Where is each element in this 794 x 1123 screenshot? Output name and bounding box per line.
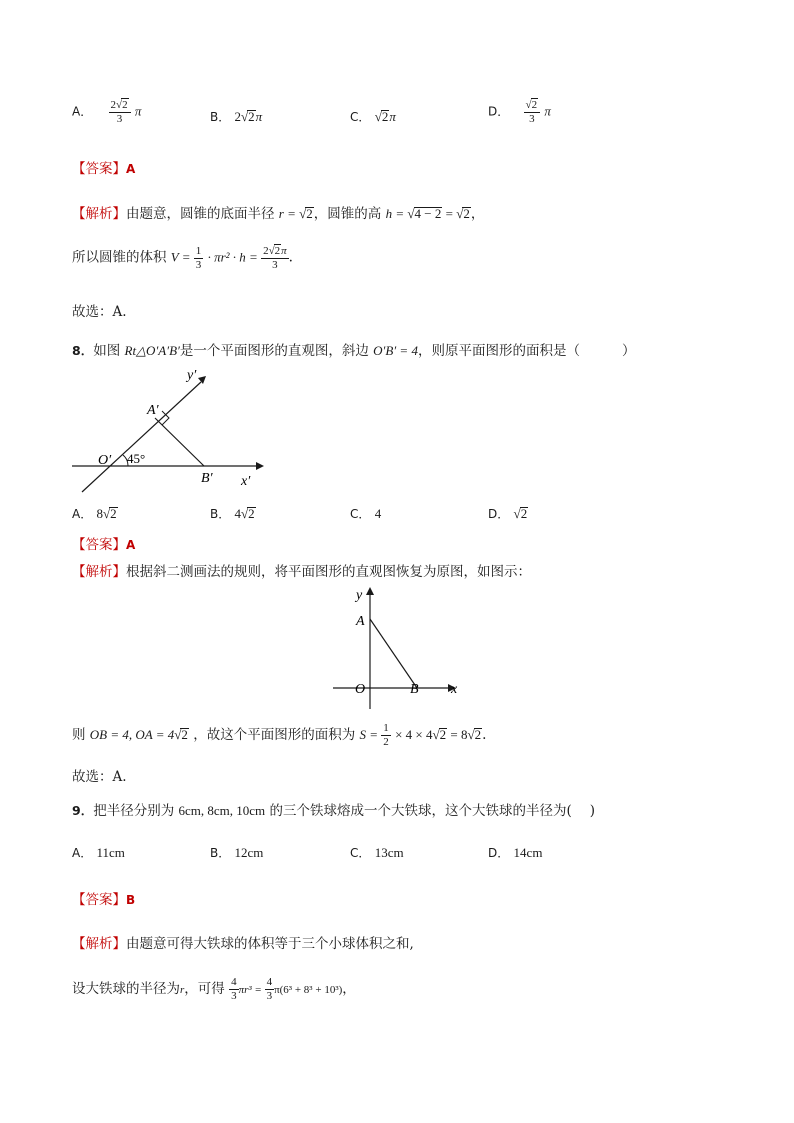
option-letter: C． [350,507,371,521]
q7-option-b: B． 2√2π [210,109,263,124]
q7-analysis-line2: 所以圆锥的体积 V = $\frac{1}{3}$ · πr² · h = $\frac{2√2\pi}{3}$ . [72,244,293,271]
q7-analysis-line1: 【解析】由题意，圆锥的底面半径 r = √2，圆锥的高 h = √4 − 2 = √2， [72,206,485,222]
label-o: O [355,682,366,697]
q7-choose: 故选：A. [72,304,127,320]
q8-choose: 故选：A. [72,769,127,785]
q8-option-a: A． 8√2 [72,506,117,521]
q9-analysis-line2: 设大铁球的半径为r，可得 $\frac{4}{3}$ πr³ = $\frac{4}{3}$ π(6³ + 8³ + 10³)， [72,976,356,1002]
fraction: $\frac{2√2}{3}$ [109,98,131,126]
label-angle: 45° [127,451,146,466]
fraction: $\frac{4}{3}$ [266,976,273,1002]
q8-stem: 8．如图 Rt△O′A′B′是一个平面图形的直观图，斜边 O′B′ = 4，则原平面图形的面积是（ ） [72,343,636,359]
option-letter: A． [72,507,93,521]
q9-option-b: B． 12cm [210,845,264,860]
q7-answer: 【答案】A [72,161,136,177]
y-axis-arrow [198,376,206,384]
option-letter: A． [72,846,93,860]
q9-option-a: A． 11cm [72,845,125,860]
x-axis-arrow [256,462,264,470]
fraction: $\frac{√2}{3}$ [524,98,541,126]
fraction: $\frac{2√2\pi}{3}$ [263,245,287,271]
option-letter: D． [488,846,510,860]
option-letter: D． [488,507,510,521]
label-o-prime: O′ [98,453,112,468]
option-letter: A． [72,104,93,119]
label-a-prime: A′ [147,403,159,418]
q7-option-c: C． √2π [350,109,396,124]
segment-a-b [370,619,417,688]
label-b: B [410,682,419,697]
q9-option-d: D． 14cm [488,845,543,860]
option-letter: B． [210,846,231,860]
label-x: x [451,682,458,697]
q8-conclusion: 则 OB = 4, OA = 4√2 ，故这个平面图形的面积为 S = $\frac{1}{2}$ × 4 × 4√2 = 8√2. [72,722,487,748]
fraction: $\frac{1}{3}$ [195,244,202,271]
label-y-prime: y′ [187,368,197,383]
y-axis-arrow [366,587,374,595]
label-x-prime: x′ [241,474,251,489]
original-figure [330,585,465,710]
q9-option-c: C． 13cm [350,845,404,860]
option-letter: B． [210,110,231,124]
q9-stem: 9．把半径分别为 6cm, 8cm, 10cm 的三个铁球熔成一个大铁球，这个大铁球的半径为( ) [72,803,596,819]
option-letter: C． [350,846,371,860]
fraction: $\frac{4}{3}$ [231,976,237,1002]
q9-analysis: 【解析】由题意可得大铁球的体积等于三个小球体积之和, [72,936,414,952]
q8-analysis: 【解析】根据斜二测画法的规则，将平面图形的直观图恢复为原图，如图示： [72,564,531,580]
option-letter: D． [488,104,510,119]
label-a: A [356,614,365,629]
q7-option-d: D． $\frac{√2}{3}$ π [488,99,551,125]
q8-option-b: B． 4√2 [210,506,255,521]
label-b-prime: B′ [201,471,213,486]
label-y: y [356,588,363,603]
q7-option-a: A． $\frac{2√2}{3}$ π [72,99,142,125]
option-letter: B． [210,507,231,521]
y-prime-axis [82,382,201,492]
fraction: $\frac{1}{2}$ [383,722,389,748]
option-letter: C． [350,110,371,124]
oblique-figure [70,366,270,496]
q8-option-c: C． 4 [350,506,382,521]
q9-answer: 【答案】B [72,892,136,908]
q8-option-d: D． √2 [488,506,528,521]
q8-answer: 【答案】A [72,537,136,553]
